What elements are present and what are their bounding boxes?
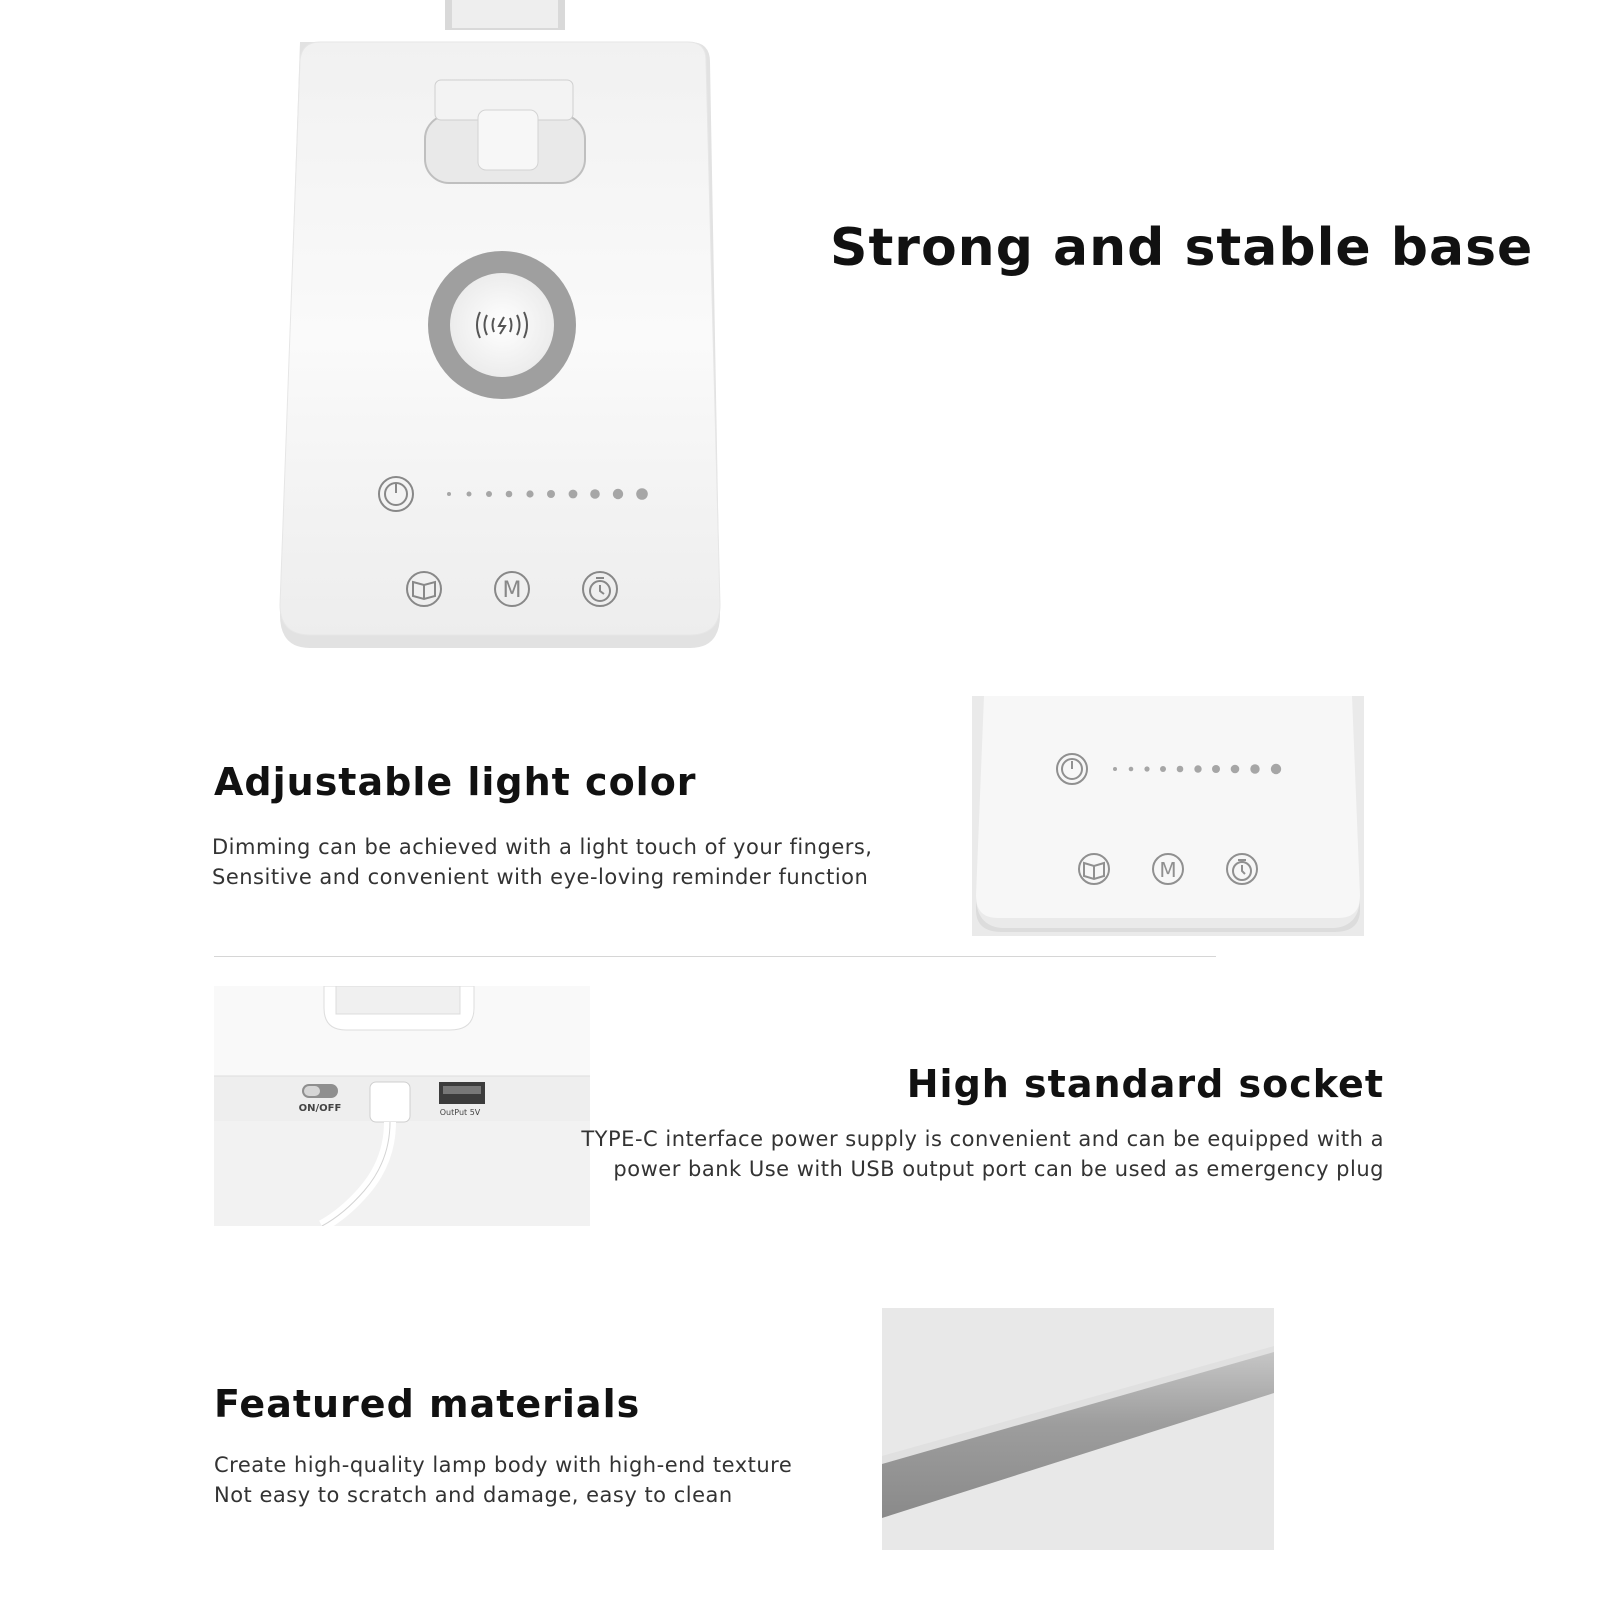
svg-text:M: M	[1159, 858, 1177, 882]
heading-stable-base: Strong and stable base	[830, 218, 1534, 278]
power-icon	[1057, 754, 1087, 784]
socket-closeup-image	[214, 986, 590, 1226]
description-line: Not easy to scratch and damage, easy to clean	[214, 1483, 733, 1507]
heading-socket: High standard socket	[906, 1062, 1384, 1106]
usb-port-label: OutPut 5V	[439, 1108, 481, 1117]
description-line: Sensitive and convenient with eye-loving reminder function	[212, 865, 869, 889]
switch-label: ON/OFF	[298, 1103, 342, 1114]
material-closeup-image	[882, 1308, 1274, 1550]
description-line: TYPE-C interface power supply is convenient and can be equipped with a	[581, 1127, 1384, 1151]
description-line: Dimming can be achieved with a light touch of your fingers,	[212, 835, 873, 859]
description-socket	[581, 1124, 1384, 1184]
description-adjustable-light	[212, 832, 872, 892]
description-line: Create high-quality lamp body with high-end texture	[214, 1453, 793, 1477]
heading-adjustable-light: Adjustable light color	[214, 760, 697, 804]
heading-materials: Featured materials	[214, 1382, 641, 1426]
description-materials	[214, 1450, 792, 1510]
section-divider	[214, 956, 1216, 957]
touch-panel-closeup-image	[972, 696, 1364, 936]
description-line: power bank Use with USB output port can be used as emergency plug	[613, 1157, 1384, 1181]
lamp-base-image	[270, 0, 740, 660]
svg-text:M: M	[502, 578, 522, 603]
